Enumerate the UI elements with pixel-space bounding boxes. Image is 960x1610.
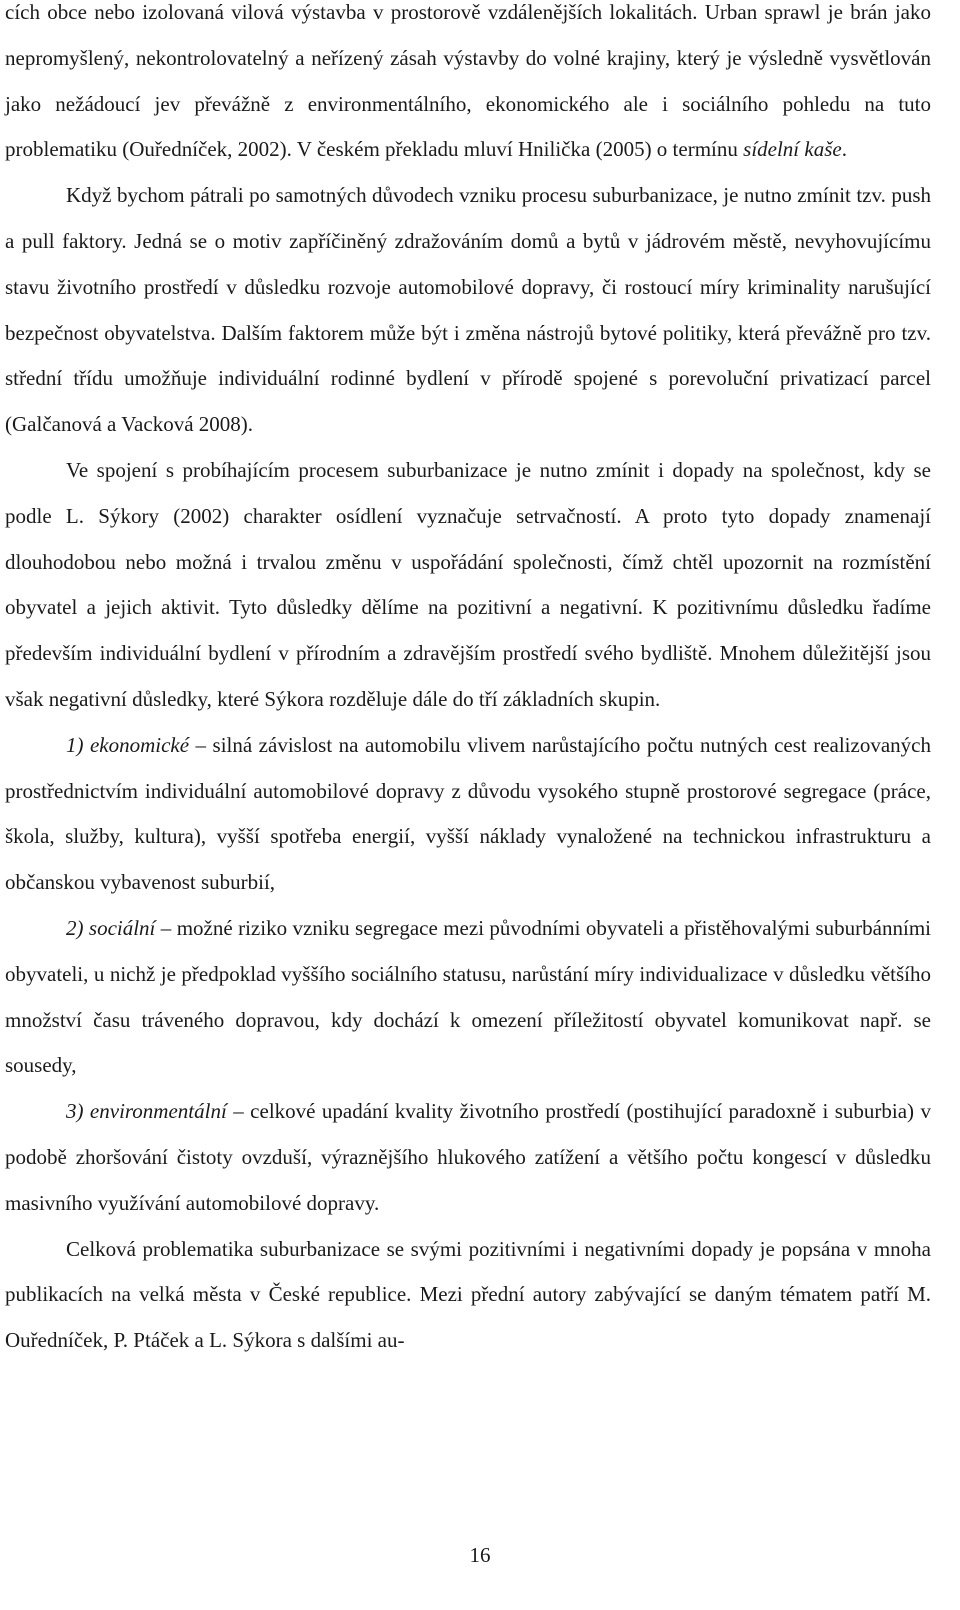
text-run: Když bychom pátrali po samotných důvodech vzniku procesu suburbanizace, je nutno zmínit tzv. push a pull faktory. Jedná se o motiv zapříčiněný zdražováním domů a bytů v jádrovém městě, nevyhovujícímu stavu životního prostředí v důsledku rozvoje automobilové dopravy, či rostoucí míry kriminality narušující bezpečnost obyvatelstva. Dalším faktorem může být i změna nástrojů bytové politiky, která převážně pro tzv. střední třídu umožňuje individuální rodinné bydlení v přírodě spojené s porevoluční privatizací parcel (Galčanová a Vacková 2008). [5, 183, 931, 437]
paragraph-push-pull-factors [5, 173, 931, 448]
paragraph-economic-impacts [5, 723, 931, 906]
paragraph-overview [5, 1227, 931, 1364]
text-run: – celkové upadání kvality životního prostředí (postihující paradoxně i suburbia) v podobě zhoršování čistoty ovzduší, výraznějšího hlukového zatížení a většího počtu kongescí v důsledku masivního využívání automobilové dopravy. [5, 1099, 931, 1215]
italic-term: sídelní kaše [743, 137, 842, 162]
italic-term: 3) environmentální [66, 1099, 227, 1124]
text-run: – možné riziko vzniku segregace mezi původními obyvateli a přistěhovalými suburbánními obyvateli, u nichž je předpoklad vyššího sociálního statusu, narůstání míry individualizace v důsledku většího množství času tráveného dopravou, kdy dochází k omezení příležitostí obyvatel komunikovat např. se sousedy, [5, 915, 931, 1078]
italic-term: 2) sociální [66, 915, 156, 940]
text-run: Ve spojení s probíhajícím procesem suburbanizace je nutno zmínit i dopady na společnost, kdy se podle L. Sýkory (2002) charakter osídlení vyznačuje setrvačností. A proto tyto dopady znamenají dlouhodobou nebo možná i trvalou změnu v uspořádání společnosti, čímž chtěl upozornit na rozmístění obyvatel a jejich aktivit. Tyto důsledky dělíme na pozitivní a negativní. K pozitivnímu důsledku řadíme především individuální bydlení v přírodním a zdravějším prostředí svého bydliště. Mnohem důležitější jsou však negativní důsledky, které Sýkora rozděluje dále do tří základních skupin. [5, 457, 931, 711]
paragraph-social-impacts [5, 906, 931, 1089]
text-run: cích obce nebo izolovaná vilová výstavba v prostorově vzdálenějších lokalitách. Urban sprawl je brán jako nepromyšlený, nekontrolovatelný a neřízený zásah výstavby do volné krajiny, který je výsledně vysvětlován jako nežádoucí jev převážně z environmentálního, ekonomického ale i sociálního pohledu na tuto problematiku (Ouředníček, 2002). V českém překladu mluví Hnilička (2005) o termínu [5, 0, 931, 162]
italic-term: 1) ekonomické [66, 732, 190, 757]
body-text [5, 0, 931, 1364]
text-run: Celková problematika suburbanizace se svými pozitivními i negativními dopady je popsána v mnoha publikacích na velká města v České republice. Mezi přední autory zabývající se daným tématem patří M. Ouředníček, P. Ptáček a L. Sýkora s dalšími au- [5, 1236, 931, 1353]
text-run: – silná závislost na automobilu vlivem narůstajícího počtu nutných cest realizovaných prostřednictvím individuální automobilové dopravy z důvodu vysokého stupně prostorové segregace (práce, škola, služby, kultura), vyšší spotřeba energií, vyšší náklady vynaložené na technickou infrastrukturu a občanskou vybavenost suburbií, [5, 732, 931, 895]
paragraph-environmental-impacts [5, 1089, 931, 1226]
text-run: . [841, 137, 847, 162]
paragraph-impacts [5, 448, 931, 723]
page-number: 16 [469, 1543, 491, 1567]
paragraph-urban-sprawl [5, 0, 931, 173]
